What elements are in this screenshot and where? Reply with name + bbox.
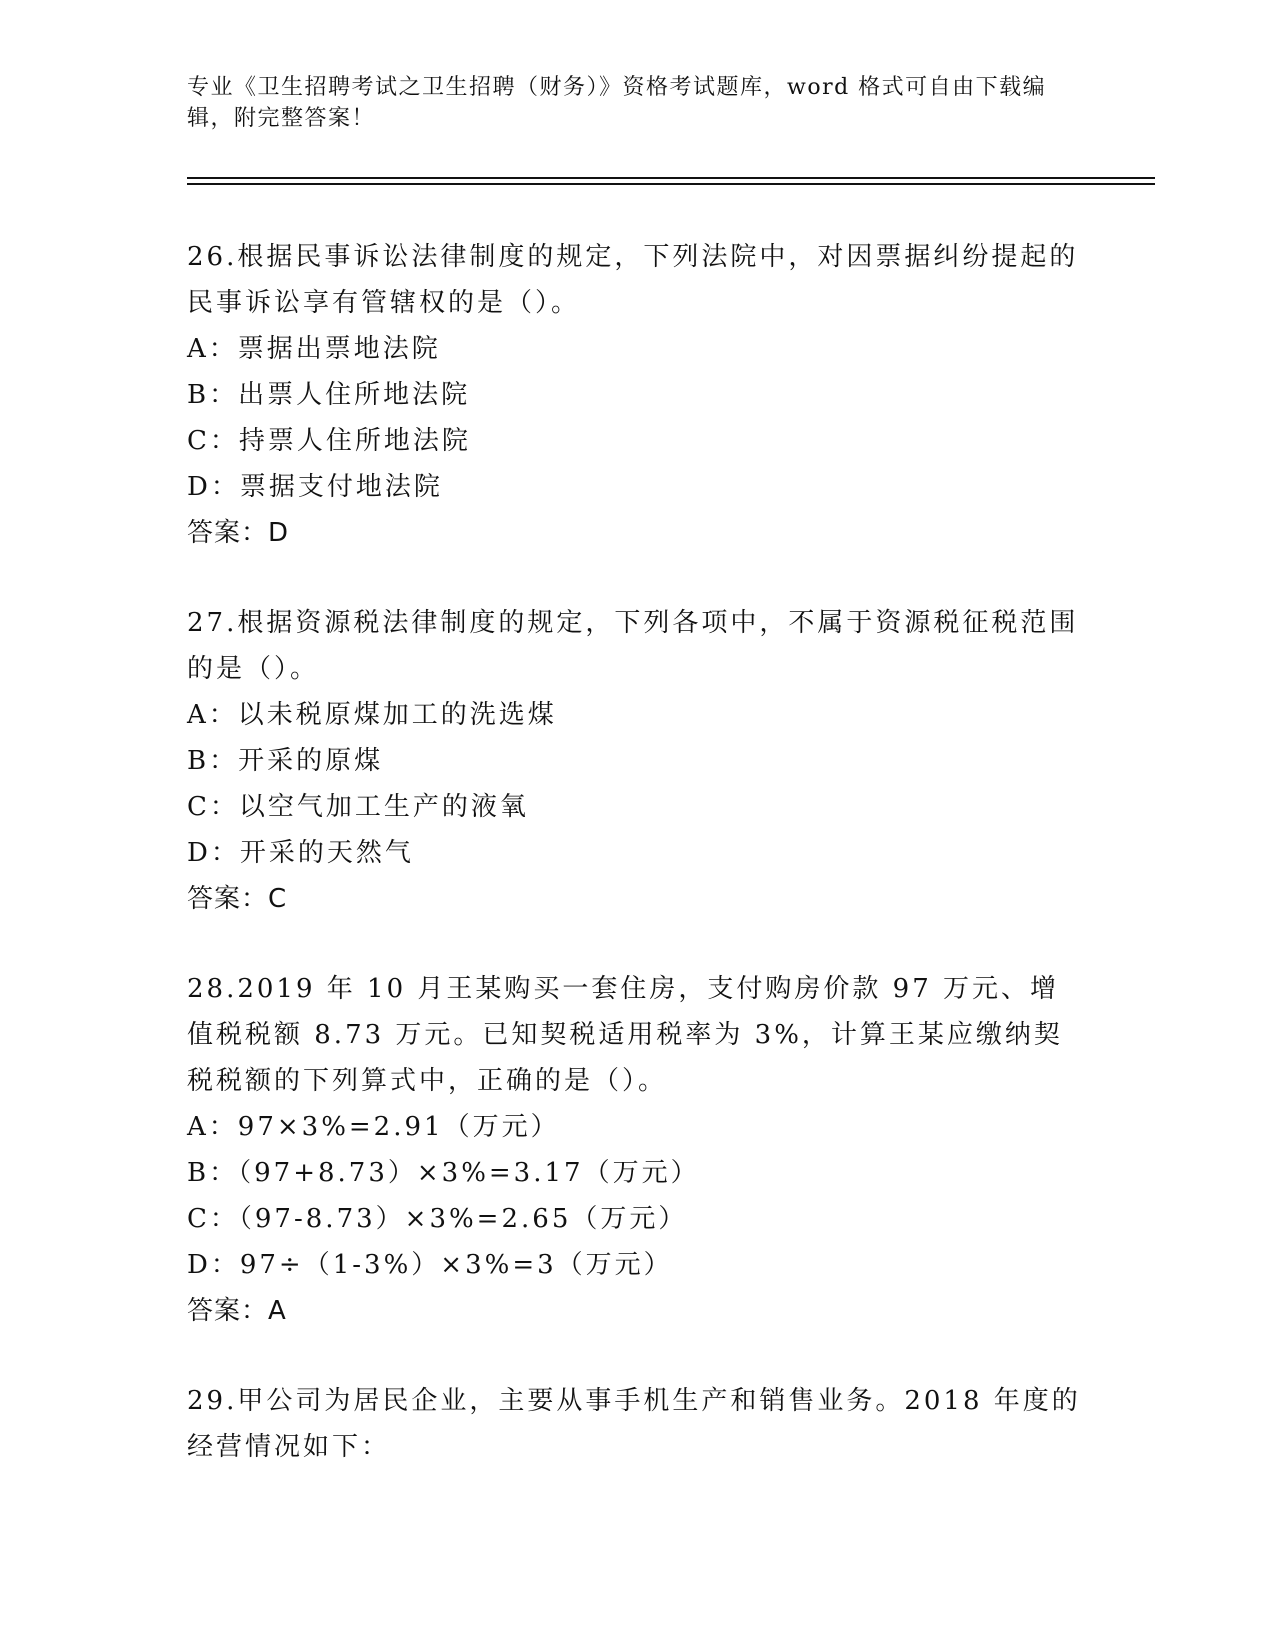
- question-stem: 28.2019 年 10 月王某购买一套住房，支付购房价款 97 万元、增值税税额 8.73 万元。已知契税适用税率为 3%，计算王某应缴纳契税税额的下列算式中，正确的是（）。: [187, 974, 1063, 1096]
- option-a: A：97×3%=2.91（万元）: [187, 1112, 560, 1142]
- option-c: C：（97-8.73）×3%=2.65（万元）: [187, 1204, 688, 1234]
- header-text: 专业《卫生招聘考试之卫生招聘（财务）》资格考试题库，word 格式可自由下载编辑，附完整答案！: [187, 75, 1047, 131]
- option-c: C：以空气加工生产的液氧: [187, 792, 529, 822]
- option-d: D：97÷（1-3%）×3%=3（万元）: [187, 1250, 673, 1280]
- answer-line: 答案：A: [187, 1296, 287, 1326]
- header-divider-top: [187, 177, 1155, 179]
- question-28: [187, 966, 1087, 1334]
- option-a: A：票据出票地法院: [187, 334, 441, 364]
- answer-line: 答案：C: [187, 884, 288, 914]
- question-29: [187, 1378, 1087, 1470]
- option-d: D：票据支付地法院: [187, 472, 443, 502]
- document-header: [187, 72, 1087, 134]
- question-stem: 29.甲公司为居民企业，主要从事手机生产和销售业务。2018 年度的经营情况如下：: [187, 1386, 1081, 1462]
- answer-line: 答案：D: [187, 518, 290, 548]
- option-c: C：持票人住所地法院: [187, 426, 471, 456]
- question-stem: 26.根据民事诉讼法律制度的规定，下列法院中，对因票据纠纷提起的民事诉讼享有管辖权的是（）。: [187, 242, 1079, 318]
- option-b: B：（97+8.73）×3%=3.17（万元）: [187, 1158, 700, 1188]
- header-divider-bottom: [187, 183, 1155, 185]
- question-stem: 27.根据资源税法律制度的规定，下列各项中，不属于资源税征税范围的是（）。: [187, 608, 1079, 684]
- question-list: [187, 234, 1087, 1514]
- option-a: A：以未税原煤加工的洗选煤: [187, 700, 557, 730]
- question-27: [187, 600, 1087, 922]
- question-26: [187, 234, 1087, 556]
- option-b: B：开采的原煤: [187, 746, 384, 776]
- option-d: D：开采的天然气: [187, 838, 414, 868]
- option-b: B：出票人住所地法院: [187, 380, 471, 410]
